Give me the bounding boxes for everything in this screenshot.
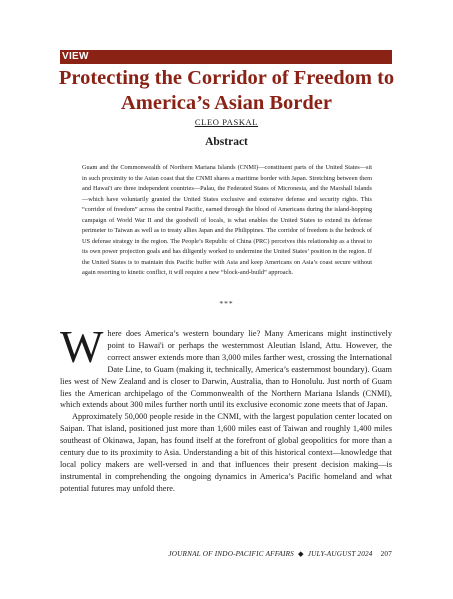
- author-name: CLEO PASKAL: [194, 117, 259, 127]
- section-separator: ***: [219, 299, 234, 308]
- section-label: VIEW: [62, 51, 89, 62]
- drop-cap: W: [60, 321, 104, 372]
- footer-separator: ◆: [297, 550, 304, 558]
- issue-date: JULY-AUGUST 2024: [307, 550, 373, 558]
- body-paragraph-1-text: here does America’s western boundary lie? Many Americans might instinctively point to Hawai'i or perhaps the westernmost Aleutian Island, Attu. However, the correct answer extends more than 3,000 miles farther west, crossing the International Date Line, to Guam (making it, technically, America’s easternmost boundary). Guam lies west of New Zealand and is closer to Darwin, Australia, than to Honolulu. Just north of Guam lies the American archipelago of the Commonwealth of the Northern Mariana Islands (CNMI), which extends about 300 miles further north until its exclusive economic zone meets that of Japan.: [60, 329, 392, 410]
- abstract-heading: Abstract: [205, 136, 248, 148]
- abstract-text: Guam and the Commonwealth of Northern Mariana Islands (CNMI)—constituent parts of the United States—sit in such proximity to the Asian coast that the CNMI shares a maritime border with Japan. Stretching between them and Hawai'i are three independent countries—Palau, the Federated States of Micronesia, and the Marshall Islands—which have voluntarily granted the United States exclusive and extensive defense and security rights. This “corridor of freedom” across the central Pacific, earned through the blood of Americans during the island-hopping campaign of World War II and the goodwill of locals, is what enables the United States to extend its defense perimeter to Taiwan as well as to treaty allies Japan and the Philippines. The corridor of freedom is the bedrock of US defense strategy in the region. The People’s Republic of China (PRC) perceives this relationship as a threat to its own power projection goals and has diligently worked to undermine the United States’ position in the region. If the United States is to maintain this Pacific buffer with Asia and keep Americans on Asia’s coast secure without again resorting to kinetic conflict, it will require a new “block-and-build” approach.: [82, 164, 372, 276]
- section-banner: [60, 50, 392, 64]
- page-number: 207: [380, 550, 392, 558]
- article-body: [60, 321, 392, 495]
- body-paragraph-1: [60, 321, 392, 411]
- article-title: Protecting the Corridor of Freedom to America’s Asian Border: [58, 67, 395, 114]
- body-paragraph-2: Approximately 50,000 people reside in the CNMI, with the largest population center located on Saipan. That island, positioned just more than 1,600 miles east of Taiwan and roughly 1,400 miles southeast of Okinawa, Japan, has found itself at the forefront of global geopolitics for more than a century due to its proximity to Asia. Understanding a bit of this historical context—knowledge that local policy makers are well-versed in and that influences their present decision making—is instrumental in comprehending the ongoing dynamics in America’s Pacific homeland and what potential futures may unfold there.: [60, 412, 392, 493]
- journal-name: JOURNAL OF INDO-PACIFIC AFFAIRS: [168, 550, 294, 558]
- page-footer: [0, 549, 392, 559]
